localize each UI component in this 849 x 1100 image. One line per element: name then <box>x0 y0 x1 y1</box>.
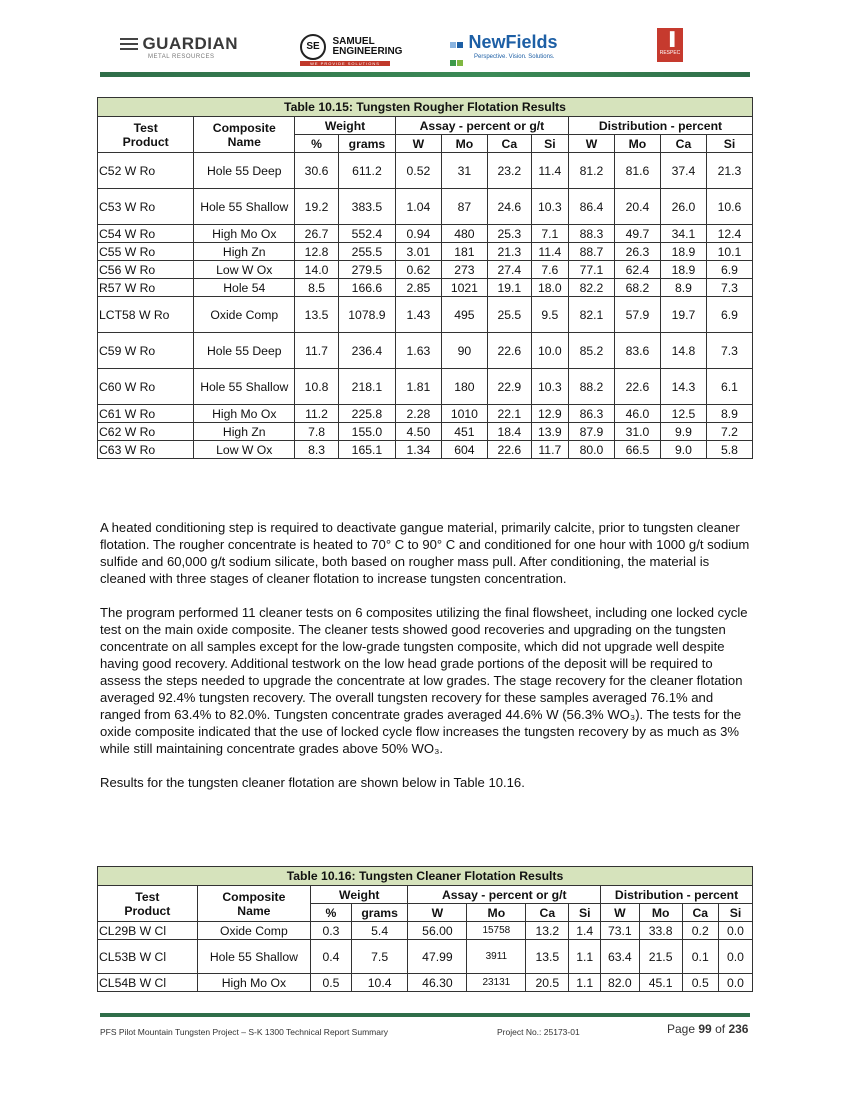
table-cell: 1.43 <box>395 297 441 333</box>
table-cell: 22.9 <box>487 369 531 405</box>
table-cell: 13.5 <box>526 940 569 974</box>
col-subheader: Ca <box>660 135 706 153</box>
table-cell: 9.5 <box>531 297 568 333</box>
table-cell: High Zn <box>194 243 295 261</box>
table-cell: 23.2 <box>487 153 531 189</box>
table-cell: 25.5 <box>487 297 531 333</box>
table-cell: 1021 <box>441 279 487 297</box>
newfields-logo-sub: Perspective. Vision. Solutions. <box>474 54 555 60</box>
table-cell: High Zn <box>194 423 295 441</box>
table-caption: Table 10.15: Tungsten Rougher Flotation Results <box>98 98 753 117</box>
table-cell: 10.8 <box>295 369 339 405</box>
table-cell: 6.9 <box>706 261 752 279</box>
table-cell: 30.6 <box>295 153 339 189</box>
table-cell: 1.34 <box>395 441 441 459</box>
newfields-squares-icon <box>450 36 464 50</box>
table-cell: 21.3 <box>706 153 752 189</box>
table-cell: C54 W Ro <box>98 225 194 243</box>
table-cell: 0.94 <box>395 225 441 243</box>
table-cell: 0.0 <box>718 974 752 992</box>
col-header-composite-name: Composite Name <box>194 117 295 153</box>
table-caption: Table 10.16: Tungsten Cleaner Flotation Results <box>98 867 753 886</box>
table-cell: 5.8 <box>706 441 752 459</box>
col-subheader: W <box>601 904 640 922</box>
table-cell: 22.1 <box>487 405 531 423</box>
table-cell: 0.62 <box>395 261 441 279</box>
table-cell: 166.6 <box>338 279 395 297</box>
table-cell: 21.5 <box>639 940 682 974</box>
table-cell: 20.4 <box>614 189 660 225</box>
table-cell: 82.1 <box>568 297 614 333</box>
col-subheader: Si <box>718 904 752 922</box>
table-cell: 83.6 <box>614 333 660 369</box>
col-subheader: Si <box>569 904 601 922</box>
table-cell: 1.81 <box>395 369 441 405</box>
table-cell: 10.4 <box>351 974 408 992</box>
table-cell: 73.1 <box>601 922 640 940</box>
table-cell: 88.3 <box>568 225 614 243</box>
table-cell: 0.52 <box>395 153 441 189</box>
table-cell: 21.3 <box>487 243 531 261</box>
col-header-distribution: Distribution - percent <box>568 117 752 135</box>
table-cell: Hole 55 Shallow <box>194 369 295 405</box>
col-subheader: Mo <box>441 135 487 153</box>
table-cell: 22.6 <box>614 369 660 405</box>
table-cell: 9.0 <box>660 441 706 459</box>
table-cell: 0.1 <box>682 940 718 974</box>
paragraph: The program performed 11 cleaner tests on 6 composites utilizing the final flowsheet, including one locked cycle test on the main oxide composite. The cleaner tests showed good recoveries and upgrading on the tungsten concentrate on all samples except for the low-grade tungsten composite, which did not upgrade well despite having good recovery. Additional testwork on the low head grade portions of the deposit will be required to assess the steps needed to upgrade the concentrate at low grades. The stage recovery for the cleaner flotation averaged 92.4% tungsten recovery. The overall tungsten recovery for these samples averaged 76.1% and ranged from 63.4% to 82.0%. Tungsten concentrate grades averaged 44.6% W (56.3% WO₃). The tests for the oxide composite indicated that the use of locked cycle flow increases the tungsten recovery by as much as 3% while still maintaining concentrate grades above 50% WO₃. <box>100 605 748 756</box>
table-row <box>98 940 753 974</box>
samuel-logo-line2: ENGINEERING <box>332 46 403 57</box>
table-cell: 18.9 <box>660 243 706 261</box>
table-cell: Hole 55 Shallow <box>197 940 310 974</box>
table-cell: 273 <box>441 261 487 279</box>
table-row <box>98 153 753 189</box>
table-cell: 11.4 <box>531 153 568 189</box>
table-cell: CL53B W Cl <box>98 940 198 974</box>
col-subheader: grams <box>338 135 395 153</box>
respec-mark-icon: ▐ <box>665 31 675 46</box>
table-cell: 0.2 <box>682 922 718 940</box>
table-cell: CL29B W Cl <box>98 922 198 940</box>
table-cell: LCT58 W Ro <box>98 297 194 333</box>
table-cell: 604 <box>441 441 487 459</box>
table-cell: 33.8 <box>639 922 682 940</box>
table-cell: 81.2 <box>568 153 614 189</box>
col-header-test-product: Test Product <box>98 117 194 153</box>
rougher-flotation-table <box>97 97 753 459</box>
table-cell: C56 W Ro <box>98 261 194 279</box>
table-cell: Low W Ox <box>194 261 295 279</box>
table-cell: C63 W Ro <box>98 441 194 459</box>
table-cell: R57 W Ro <box>98 279 194 297</box>
table-cell: 14.0 <box>295 261 339 279</box>
guardian-logo <box>120 34 239 60</box>
table-row <box>98 297 753 333</box>
table-cell: 87.9 <box>568 423 614 441</box>
table-cell: 34.1 <box>660 225 706 243</box>
table-cell: 47.99 <box>408 940 467 974</box>
table-row <box>98 423 753 441</box>
samuel-logo-tagline: WE PROVIDE SOLUTIONS <box>300 61 390 66</box>
table-cell: 552.4 <box>338 225 395 243</box>
table-row <box>98 243 753 261</box>
col-subheader: Mo <box>639 904 682 922</box>
table-cell: 62.4 <box>614 261 660 279</box>
table-cell: 12.4 <box>706 225 752 243</box>
table-cell: Hole 55 Shallow <box>194 189 295 225</box>
table-cell: 18.0 <box>531 279 568 297</box>
newfields-logo-name: NewFields <box>468 32 558 52</box>
footer-page-number: Page 99 of 236 <box>667 1022 749 1036</box>
col-subheader: grams <box>351 904 408 922</box>
table-cell: 611.2 <box>338 153 395 189</box>
table-cell: 86.3 <box>568 405 614 423</box>
col-subheader: Ca <box>682 904 718 922</box>
table-cell: 15758 <box>467 922 526 940</box>
table-cell: 18.9 <box>660 261 706 279</box>
samuel-mark-icon: SE <box>300 34 326 60</box>
table-cell: 155.0 <box>338 423 395 441</box>
menu-lines-icon <box>120 38 138 50</box>
table-cell: 8.3 <box>295 441 339 459</box>
col-subheader: W <box>395 135 441 153</box>
table-cell: 26.0 <box>660 189 706 225</box>
table-cell: 80.0 <box>568 441 614 459</box>
table-cell: 6.9 <box>706 297 752 333</box>
table-cell: 11.7 <box>295 333 339 369</box>
table-cell: 12.9 <box>531 405 568 423</box>
respec-logo <box>657 28 683 62</box>
table-cell: 7.5 <box>351 940 408 974</box>
table-cell: 451 <box>441 423 487 441</box>
table-cell: 3911 <box>467 940 526 974</box>
table-cell: 480 <box>441 225 487 243</box>
table-cell: C52 W Ro <box>98 153 194 189</box>
table-cell: 11.2 <box>295 405 339 423</box>
table-cell: 82.0 <box>601 974 640 992</box>
table-cell: 45.1 <box>639 974 682 992</box>
table-cell: 279.5 <box>338 261 395 279</box>
table-cell: 9.9 <box>660 423 706 441</box>
table-cell: Oxide Comp <box>197 922 310 940</box>
table-cell: 11.4 <box>531 243 568 261</box>
table-cell: 6.1 <box>706 369 752 405</box>
table-cell: 23131 <box>467 974 526 992</box>
samuel-engineering-logo <box>300 34 403 66</box>
footer-project-number: Project No.: 25173-01 <box>497 1027 580 1037</box>
table-cell: Hole 55 Deep <box>194 153 295 189</box>
table-cell: 31 <box>441 153 487 189</box>
table-cell: 0.5 <box>682 974 718 992</box>
table-cell: High Mo Ox <box>197 974 310 992</box>
table-cell: 31.0 <box>614 423 660 441</box>
table-cell: 1.1 <box>569 974 601 992</box>
table-cell: 37.4 <box>660 153 706 189</box>
table-row <box>98 225 753 243</box>
cleaner-flotation-table <box>97 866 753 992</box>
table-cell: 7.8 <box>295 423 339 441</box>
table-cell: 68.2 <box>614 279 660 297</box>
table-cell: 20.5 <box>526 974 569 992</box>
table-cell: 1.1 <box>569 940 601 974</box>
table-cell: 0.0 <box>718 922 752 940</box>
col-header-composite-name: Composite Name <box>197 886 310 922</box>
col-header-weight: Weight <box>295 117 396 135</box>
col-subheader: Si <box>706 135 752 153</box>
col-subheader: % <box>311 904 352 922</box>
table-cell: 10.6 <box>706 189 752 225</box>
table-cell: 26.3 <box>614 243 660 261</box>
col-subheader: Ca <box>526 904 569 922</box>
table-cell: 87 <box>441 189 487 225</box>
table-cell: 7.6 <box>531 261 568 279</box>
table-cell: 25.3 <box>487 225 531 243</box>
table-cell: 63.4 <box>601 940 640 974</box>
table-cell: 495 <box>441 297 487 333</box>
table-cell: 2.85 <box>395 279 441 297</box>
samuel-logo-line1: SAMUEL <box>332 36 375 47</box>
table-cell: 46.0 <box>614 405 660 423</box>
table-cell: 26.7 <box>295 225 339 243</box>
table-row <box>98 974 753 992</box>
table-cell: 7.2 <box>706 423 752 441</box>
table-cell: 10.0 <box>531 333 568 369</box>
table-cell: 1.4 <box>569 922 601 940</box>
table-cell: C55 W Ro <box>98 243 194 261</box>
col-subheader: % <box>295 135 339 153</box>
table-cell: 1010 <box>441 405 487 423</box>
col-header-distribution: Distribution - percent <box>601 886 753 904</box>
table-cell: 8.5 <box>295 279 339 297</box>
guardian-logo-sub: METAL RESOURCES <box>148 54 215 60</box>
table-cell: 56.00 <box>408 922 467 940</box>
col-subheader: Mo <box>467 904 526 922</box>
table-cell: 10.3 <box>531 369 568 405</box>
table-cell: Hole 54 <box>194 279 295 297</box>
table-cell: Oxide Comp <box>194 297 295 333</box>
table-cell: C62 W Ro <box>98 423 194 441</box>
body-text <box>100 519 750 808</box>
table-cell: 1.04 <box>395 189 441 225</box>
table-cell: 49.7 <box>614 225 660 243</box>
table-cell: 0.4 <box>311 940 352 974</box>
table-cell: 0.0 <box>718 940 752 974</box>
table-cell: 181 <box>441 243 487 261</box>
table-cell: 86.4 <box>568 189 614 225</box>
table-cell: 57.9 <box>614 297 660 333</box>
table-cell: 383.5 <box>338 189 395 225</box>
table-cell: CL54B W Cl <box>98 974 198 992</box>
table-cell: 19.1 <box>487 279 531 297</box>
col-subheader: Mo <box>614 135 660 153</box>
table-row <box>98 441 753 459</box>
newfields-logo <box>450 32 558 60</box>
table-cell: 14.8 <box>660 333 706 369</box>
table-cell: 81.6 <box>614 153 660 189</box>
table-row <box>98 369 753 405</box>
table-cell: 88.7 <box>568 243 614 261</box>
footer-rule <box>100 1013 750 1017</box>
table-row <box>98 333 753 369</box>
table-cell: C53 W Ro <box>98 189 194 225</box>
table-cell: Low W Ox <box>194 441 295 459</box>
table-cell: 2.28 <box>395 405 441 423</box>
col-header-weight: Weight <box>311 886 408 904</box>
table-cell: 8.9 <box>706 405 752 423</box>
table-cell: 255.5 <box>338 243 395 261</box>
table-cell: C60 W Ro <box>98 369 194 405</box>
table-row <box>98 189 753 225</box>
col-subheader: W <box>568 135 614 153</box>
table-cell: 1078.9 <box>338 297 395 333</box>
table-cell: 11.7 <box>531 441 568 459</box>
table-cell: High Mo Ox <box>194 225 295 243</box>
table-cell: 77.1 <box>568 261 614 279</box>
table-cell: High Mo Ox <box>194 405 295 423</box>
table-cell: 5.4 <box>351 922 408 940</box>
col-header-assay: Assay - percent or g/t <box>408 886 601 904</box>
col-subheader: Si <box>531 135 568 153</box>
table-cell: 10.3 <box>531 189 568 225</box>
table-cell: 18.4 <box>487 423 531 441</box>
table-cell: 22.6 <box>487 441 531 459</box>
col-header-test-product: Test Product <box>98 886 198 922</box>
table-row <box>98 261 753 279</box>
table-cell: 10.1 <box>706 243 752 261</box>
table-cell: 8.9 <box>660 279 706 297</box>
respec-logo-name: RESPEC <box>659 50 681 56</box>
table-cell: 82.2 <box>568 279 614 297</box>
table-cell: 13.5 <box>295 297 339 333</box>
table-cell: 19.7 <box>660 297 706 333</box>
col-subheader: Ca <box>487 135 531 153</box>
table-cell: 13.2 <box>526 922 569 940</box>
table-cell: 0.3 <box>311 922 352 940</box>
table-cell: 13.9 <box>531 423 568 441</box>
paragraph: Results for the tungsten cleaner flotation are shown below in Table 10.16. <box>100 775 525 790</box>
col-header-assay: Assay - percent or g/t <box>395 117 568 135</box>
table-cell: C61 W Ro <box>98 405 194 423</box>
header-rule <box>100 72 750 77</box>
table-cell: 4.50 <box>395 423 441 441</box>
table-cell: C59 W Ro <box>98 333 194 369</box>
table-cell: 225.8 <box>338 405 395 423</box>
table-cell: 1.63 <box>395 333 441 369</box>
table-cell: Hole 55 Deep <box>194 333 295 369</box>
table-cell: 180 <box>441 369 487 405</box>
table-cell: 3.01 <box>395 243 441 261</box>
table-cell: 236.4 <box>338 333 395 369</box>
table-cell: 90 <box>441 333 487 369</box>
table-cell: 24.6 <box>487 189 531 225</box>
table-cell: 88.2 <box>568 369 614 405</box>
table-cell: 46.30 <box>408 974 467 992</box>
table-cell: 7.1 <box>531 225 568 243</box>
table-cell: 19.2 <box>295 189 339 225</box>
table-cell: 12.5 <box>660 405 706 423</box>
table-cell: 12.8 <box>295 243 339 261</box>
table-row <box>98 405 753 423</box>
table-cell: 165.1 <box>338 441 395 459</box>
footer-report-title: PFS Pilot Mountain Tungsten Project – S-K 1300 Technical Report Summary <box>100 1027 389 1037</box>
guardian-logo-name: GUARDIAN <box>142 34 239 53</box>
table-cell: 66.5 <box>614 441 660 459</box>
table-cell: 14.3 <box>660 369 706 405</box>
table-cell: 7.3 <box>706 333 752 369</box>
page-header <box>100 28 750 78</box>
col-subheader: W <box>408 904 467 922</box>
table-cell: 22.6 <box>487 333 531 369</box>
table-row <box>98 279 753 297</box>
paragraph: A heated conditioning step is required to deactivate gangue material, primarily calcite, prior to tungsten cleaner flotation. The rougher concentrate is heated to 70° C to 90° C and conditioned for one hour with 1000 g/t sodium sulfide and 60,000 g/t sodium silicate, both based on rougher mass pull. After conditioning, the material is cleaned with three stages of cleaner flotation to increase tungsten concentration. <box>100 520 750 586</box>
table-cell: 7.3 <box>706 279 752 297</box>
table-cell: 27.4 <box>487 261 531 279</box>
table-cell: 85.2 <box>568 333 614 369</box>
table-row <box>98 922 753 940</box>
table-cell: 218.1 <box>338 369 395 405</box>
table-cell: 0.5 <box>311 974 352 992</box>
